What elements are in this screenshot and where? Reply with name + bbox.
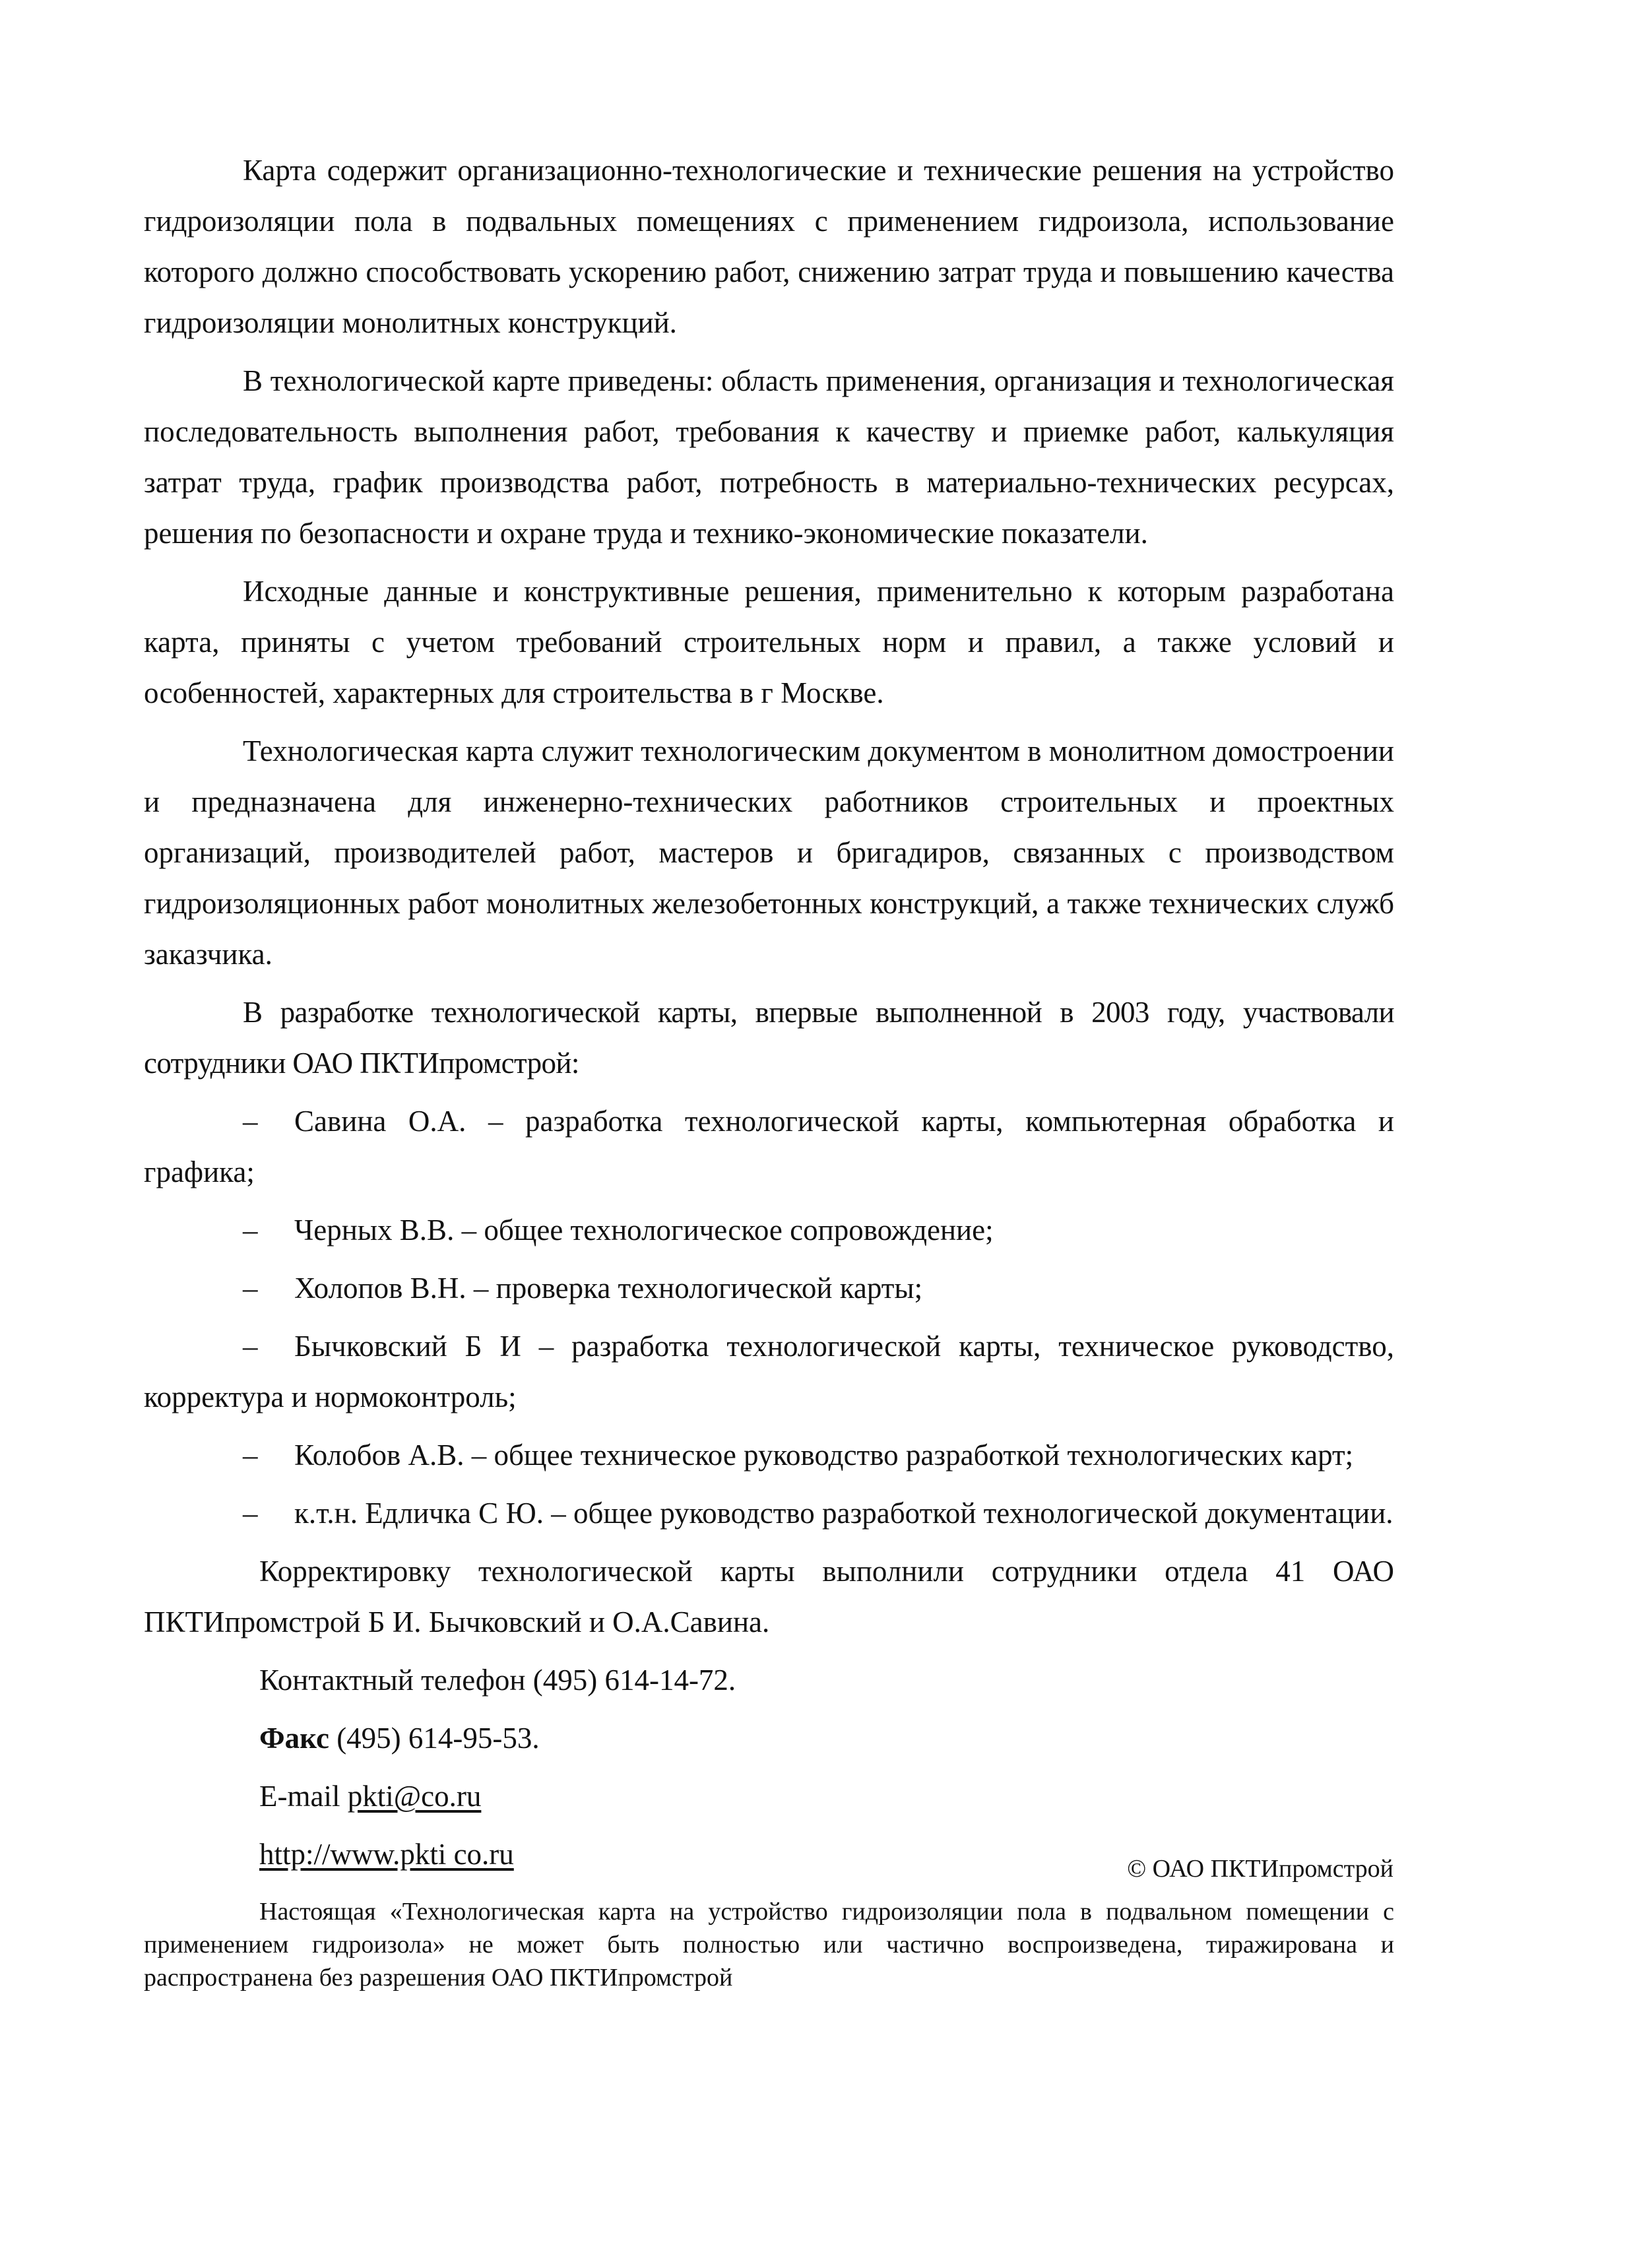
contacts-block [144,1655,1394,1880]
document-body [144,145,1394,1887]
list-item [144,1488,1394,1539]
website-link[interactable]: http://www.pkti co.ru [259,1838,514,1871]
dash-bullet: – [243,1214,258,1247]
contents-paragraph: В технологической карте приведены: область применения, организация и технологическая последовательность выполнения работ, требования к качеству и приемке работ, калькуляция затрат труда, график производства работ, потребность в материально-технических ресурсах, решения по безопасности и охране труда и технико-экономические показатели. [144,364,1394,550]
dash-bullet: – [243,1330,258,1363]
contributor-text: Черных В.В. – общее технологическое сопровождение; [294,1214,994,1247]
list-item [144,1096,1394,1198]
source-data-paragraph: Исходные данные и конструктивные решения, применительно к которым разработана карта, приняты с учетом требований строительных норм и правил, а также условий и особенностей, характерных для строительства в г Москве. [144,575,1394,709]
fax-value: (495) 614-95-53. [329,1722,540,1755]
phone-line: Контактный телефон (495) 614-14-72. [259,1664,736,1697]
intro-paragraph: Карта содержит организационно-технологические и технические решения на устройство гидроизоляции пола в подвальных помещениях с применением гидроизола, использование которого должно способствовать ускорению работ, снижению затрат труда и повышению качества гидроизоляции монолитных конструкций. [144,154,1394,339]
dash-bullet: – [243,1497,258,1530]
fax-line [259,1713,1394,1764]
contributor-text: к.т.н. Едличка С Ю. – общее руководство разработкой технологической документации. [294,1497,1393,1530]
purpose-paragraph: Технологическая карта служит технологическим документом в монолитном домостроении и предназначена для инженерно-технических работников строительных и проектных организаций, производителей работ, мастеров и бригадиров, связанных с производством гидроизоляционных работ монолитных железобетонных конструкций, а также технических служб заказчика. [144,734,1394,971]
disclaimer-text: Настоящая «Технологическая карта на устройство гидроизоляции пола в подвальном помещении с применением гидроизола» не может быть полностью или частично воспроизведена, тиражирована и распространена без разрешения ОАО ПКТИпромстрой [144,1898,1394,1992]
list-item [144,1321,1394,1423]
dash-bullet: – [243,1105,258,1138]
dash-bullet: – [243,1272,258,1305]
contributor-text: Бычковский Б И – разработка технологической карты, техническое руководство, корректура и нормоконтроль; [144,1330,1394,1413]
dash-bullet: – [243,1439,258,1472]
authors-intro-paragraph: В разработке технологической карты, впервые выполненной в 2003 году, участвовали сотрудники ОАО ПКТИпромстрой: [144,996,1394,1080]
copyright-notice: © ОАО ПКТИпромстрой [1127,1855,1393,1883]
list-item [144,1430,1394,1481]
email-link[interactable]: pkti@co.ru [347,1780,482,1813]
contributors-list [144,1096,1394,1539]
contributor-text: Савина О.А. – разработка технологической карты, компьютерная обработка и графика; [144,1105,1394,1188]
list-item [144,1263,1394,1314]
email-label: E-mail [259,1780,348,1813]
contributor-text: Холопов В.Н. – проверка технологической карты; [294,1272,923,1305]
correction-paragraph: Корректировку технологической карты выполнили сотрудники отдела 41 ОАО ПКТИпромстрой Б И. Бычковский и О.А.Савина. [144,1555,1394,1638]
contributor-text: Колобов А.В. – общее техническое руководство разработкой технологических карт; [294,1439,1354,1472]
email-line [259,1771,1394,1822]
fax-label: Факс [259,1722,329,1755]
list-item [144,1205,1394,1256]
